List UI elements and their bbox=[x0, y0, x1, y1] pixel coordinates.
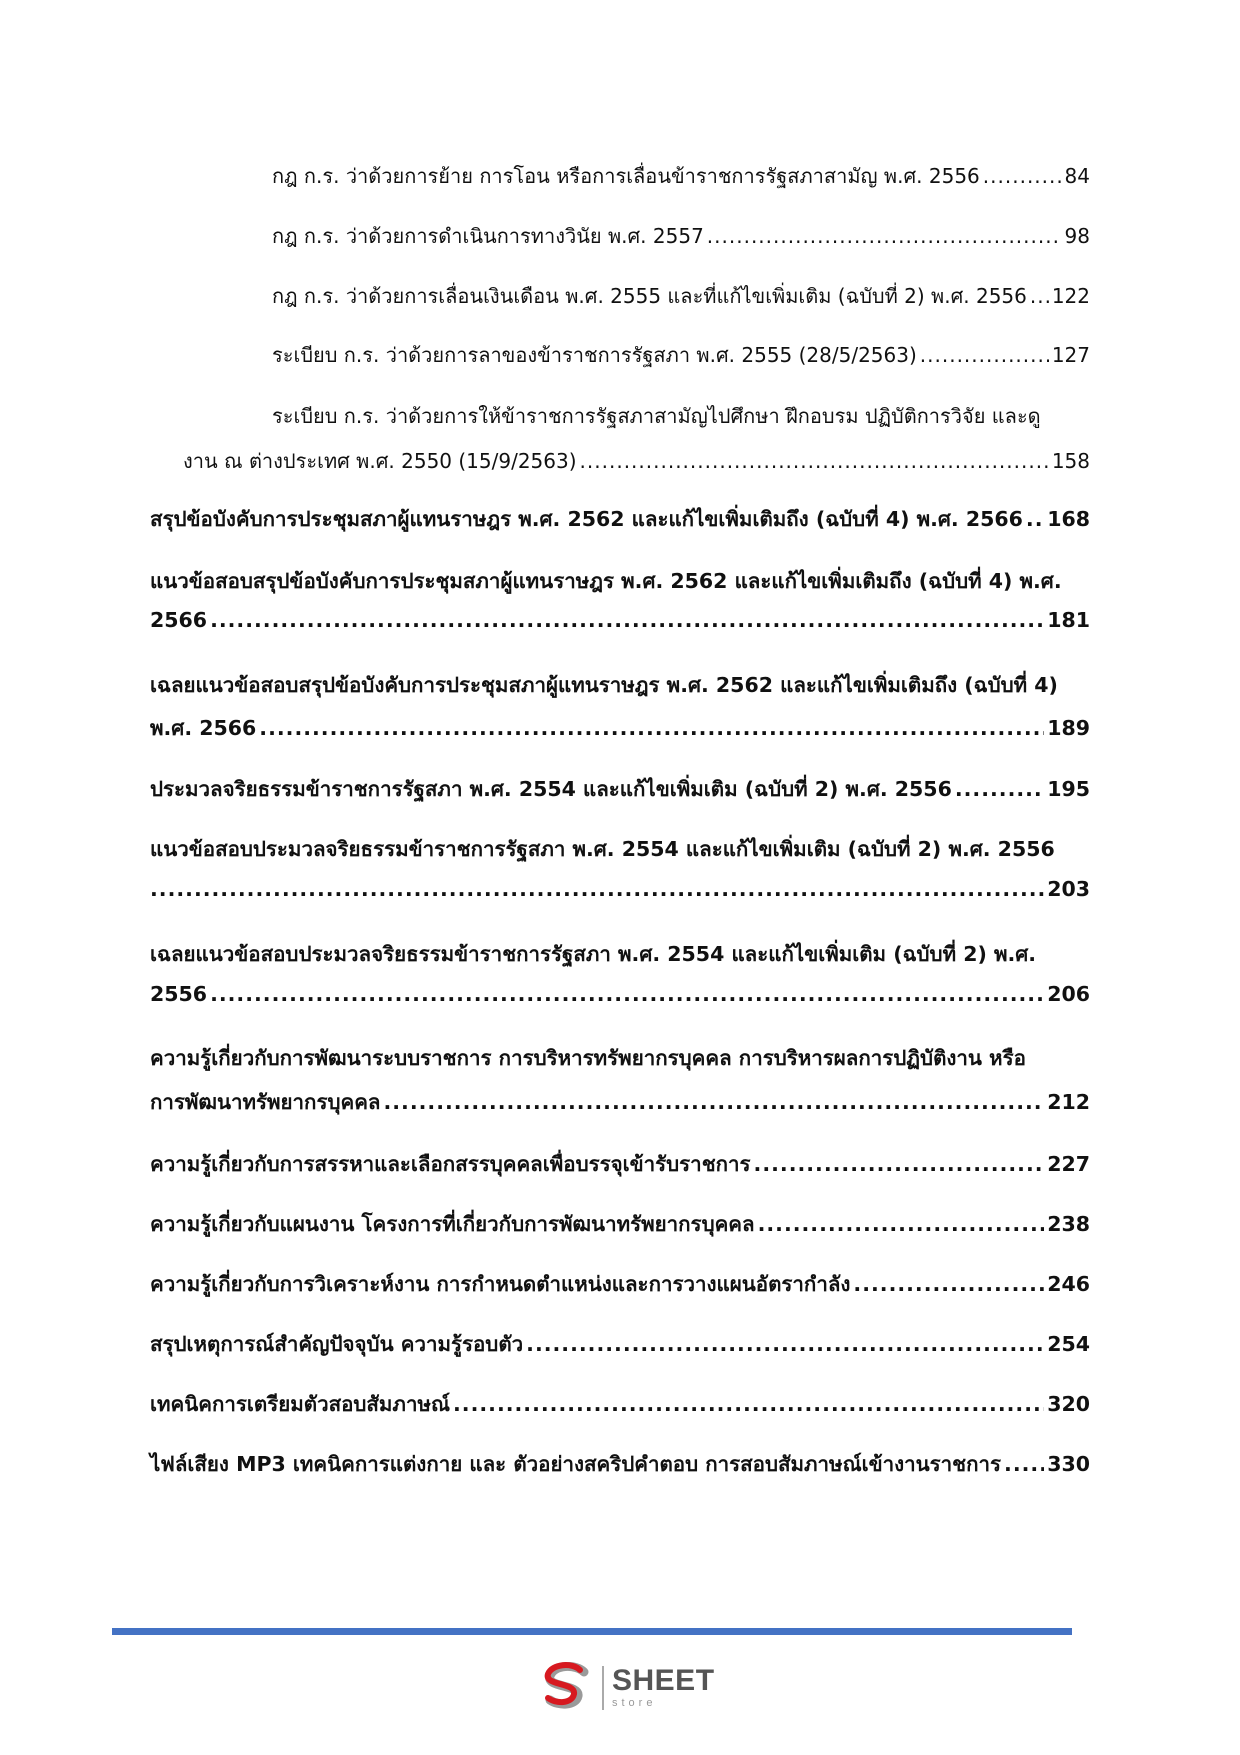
logo-separator bbox=[602, 1666, 604, 1710]
toc-entry-title-line2: งาน ณ ต่างประเทศ พ.ศ. 2550 (15/9/2563) bbox=[183, 449, 577, 473]
toc-entry-page: 227 bbox=[1047, 1152, 1090, 1176]
toc-leader bbox=[754, 1152, 1045, 1176]
toc-entry[interactable] bbox=[150, 1208, 1090, 1241]
toc-entry-page: 206 bbox=[1047, 982, 1090, 1006]
toc-entry-title: กฎ ก.ร. ว่าด้วยการเลื่อนเงินเดือน พ.ศ. 2555 และที่แก้ไขเพิ่มเติม (ฉบับที่ 2) พ.ศ. 2556 bbox=[272, 284, 1027, 308]
sheet-store-logo bbox=[540, 1660, 720, 1716]
toc-entry-page: 330 bbox=[1047, 1452, 1090, 1476]
toc-entry[interactable] bbox=[150, 1328, 1090, 1361]
toc-entry[interactable] bbox=[150, 982, 1090, 1006]
toc-entry[interactable] bbox=[150, 1268, 1090, 1301]
toc-leader bbox=[758, 1212, 1045, 1236]
toc-entry[interactable] bbox=[150, 877, 1090, 901]
toc-entry[interactable] bbox=[272, 160, 1090, 192]
toc-entry-title-line1: ความรู้เกี่ยวกับการพัฒนาระบบราชการ การบริหารทรัพยากรบุคคล การบริหารผลการปฏิบัติงาน หรือ bbox=[150, 1046, 1026, 1070]
toc-entry-page: 84 bbox=[1064, 164, 1090, 188]
toc-entry[interactable] bbox=[150, 712, 1090, 745]
toc-entry-title-line2: 2556 bbox=[150, 982, 208, 1006]
toc-entry-title: ความรู้เกี่ยวกับการสรรหาและเลือกสรรบุคคลเพื่อบรรจุเข้ารับราชการ bbox=[150, 1152, 751, 1176]
toc-leader bbox=[210, 608, 1044, 632]
toc-entry[interactable] bbox=[272, 280, 1090, 312]
toc-entry-page: 189 bbox=[1047, 716, 1090, 740]
toc-entry-title: กฎ ก.ร. ว่าด้วยการย้าย การโอน หรือการเลื่อนข้าราชการรัฐสภาสามัญ พ.ศ. 2556 bbox=[272, 164, 980, 188]
toc-leader bbox=[955, 777, 1044, 801]
toc-leader bbox=[983, 164, 1062, 188]
toc-entry-page: 127 bbox=[1051, 343, 1090, 367]
toc-leader bbox=[383, 1090, 1044, 1114]
toc-leader bbox=[707, 224, 1062, 248]
toc-entry-title-line2: 2566 bbox=[150, 608, 208, 632]
toc-entry-page: 98 bbox=[1064, 224, 1090, 248]
toc-leader bbox=[853, 1272, 1044, 1296]
toc-entry-title-line2: พ.ศ. 2566 bbox=[150, 716, 257, 740]
toc-entry-title: ระเบียบ ก.ร. ว่าด้วยการลาของข้าราชการรัฐสภา พ.ศ. 2555 (28/5/2563) bbox=[272, 343, 917, 367]
toc-leader bbox=[1004, 1452, 1044, 1476]
toc-entry-title: สรุปเหตุการณ์สำคัญปัจจุบัน ความรู้รอบตัว bbox=[150, 1332, 524, 1356]
toc-entry-title-line1: เฉลยแนวข้อสอบประมวลจริยธรรมข้าราชการรัฐสภา พ.ศ. 2554 และแก้ไขเพิ่มเติม (ฉบับที่ 2) พ.ศ. bbox=[150, 942, 1037, 966]
sheet-store-s-icon bbox=[540, 1662, 596, 1714]
toc-entry[interactable] bbox=[150, 1148, 1090, 1181]
toc-entry-page: 158 bbox=[1051, 449, 1090, 473]
toc-entry[interactable] bbox=[183, 445, 1090, 477]
toc-entry-page: 246 bbox=[1047, 1272, 1090, 1296]
toc-entry-title: เทคนิคการเตรียมตัวสอบสัมภาษณ์ bbox=[150, 1392, 450, 1416]
toc-entry-page: 195 bbox=[1047, 777, 1090, 801]
toc-entry-page: 203 bbox=[1047, 877, 1090, 901]
toc-entry-page: 238 bbox=[1047, 1212, 1090, 1236]
toc-entry-title: ไฟล์เสียง MP3 เทคนิคการแต่งกาย และ ตัวอย่างสคริปคำตอบ การสอบสัมภาษณ์เข้างานราชการ bbox=[150, 1452, 1002, 1476]
toc-entry-title-line1: เฉลยแนวข้อสอบสรุปข้อบังคับการประชุมสภาผู้แทนราษฎร พ.ศ. 2562 และแก้ไขเพิ่มเติมถึง (ฉบับที่ 4) bbox=[150, 673, 1058, 697]
toc-leader bbox=[210, 982, 1044, 1006]
toc-entry[interactable] bbox=[150, 1448, 1090, 1481]
toc-entry-title: สรุปข้อบังคับการประชุมสภาผู้แทนราษฎร พ.ศ. 2562 และแก้ไขเพิ่มเติมถึง (ฉบับที่ 4) พ.ศ. 2566 bbox=[150, 507, 1023, 531]
toc-entry-page: 122 bbox=[1051, 284, 1090, 308]
toc-entry-title: ประมวลจริยธรรมข้าราชการรัฐสภา พ.ศ. 2554 และแก้ไขเพิ่มเติม (ฉบับที่ 2) พ.ศ. 2556 bbox=[150, 777, 952, 801]
toc-entry-title-line1: ระเบียบ ก.ร. ว่าด้วยการให้ข้าราชการรัฐสภาสามัญไปศึกษา ฝึกอบรม ปฏิบัติการวิจัย และดู bbox=[272, 404, 1041, 428]
toc-entry[interactable] bbox=[150, 503, 1090, 536]
toc-entry[interactable] bbox=[150, 608, 1090, 632]
toc-leader bbox=[526, 1332, 1044, 1356]
toc-entry-title-line1: แนวข้อสอบประมวลจริยธรรมข้าราชการรัฐสภา พ.ศ. 2554 และแก้ไขเพิ่มเติม (ฉบับที่ 2) พ.ศ. 2556 bbox=[150, 837, 1055, 861]
toc-entry-title-line2: การพัฒนาทรัพยากรบุคคล bbox=[150, 1090, 381, 1114]
logo-subtitle: store bbox=[612, 1697, 657, 1709]
toc-entry-title: ความรู้เกี่ยวกับแผนงาน โครงการที่เกี่ยวกับการพัฒนาทรัพยากรบุคคล bbox=[150, 1212, 755, 1236]
toc-entry[interactable] bbox=[150, 1388, 1090, 1421]
toc-entry-page: 181 bbox=[1047, 608, 1090, 632]
toc-entry-title-line1: แนวข้อสอบสรุปข้อบังคับการประชุมสภาผู้แทนราษฎร พ.ศ. 2562 และแก้ไขเพิ่มเติมถึง (ฉบับที่ 4) พ.ศ. bbox=[150, 569, 1062, 593]
toc-entry[interactable] bbox=[150, 1086, 1090, 1119]
toc-entry[interactable] bbox=[272, 220, 1090, 252]
toc-leader bbox=[453, 1392, 1044, 1416]
toc-entry-title: ความรู้เกี่ยวกับการวิเคราะห์งาน การกำหนดตำแหน่งและการวางแผนอัตรากำลัง bbox=[150, 1272, 851, 1296]
toc-entry-page: 320 bbox=[1047, 1392, 1090, 1416]
toc-leader bbox=[1026, 507, 1044, 531]
toc-entry-page: 168 bbox=[1047, 507, 1090, 531]
toc-leader bbox=[150, 877, 1044, 901]
toc-entry-page: 254 bbox=[1047, 1332, 1090, 1356]
toc-leader bbox=[1030, 284, 1049, 308]
logo-name: SHEET bbox=[612, 1664, 715, 1697]
toc-entry[interactable] bbox=[272, 339, 1090, 371]
toc-leader bbox=[920, 343, 1049, 367]
toc-leader bbox=[580, 449, 1049, 473]
toc-leader bbox=[259, 716, 1044, 740]
logo-text bbox=[612, 1664, 715, 1709]
footer-rule bbox=[112, 1628, 1072, 1635]
toc-entry[interactable] bbox=[150, 773, 1090, 806]
toc-entry-page: 212 bbox=[1047, 1090, 1090, 1114]
toc-entry-title: กฎ ก.ร. ว่าด้วยการดำเนินการทางวินัย พ.ศ. 2557 bbox=[272, 224, 704, 248]
